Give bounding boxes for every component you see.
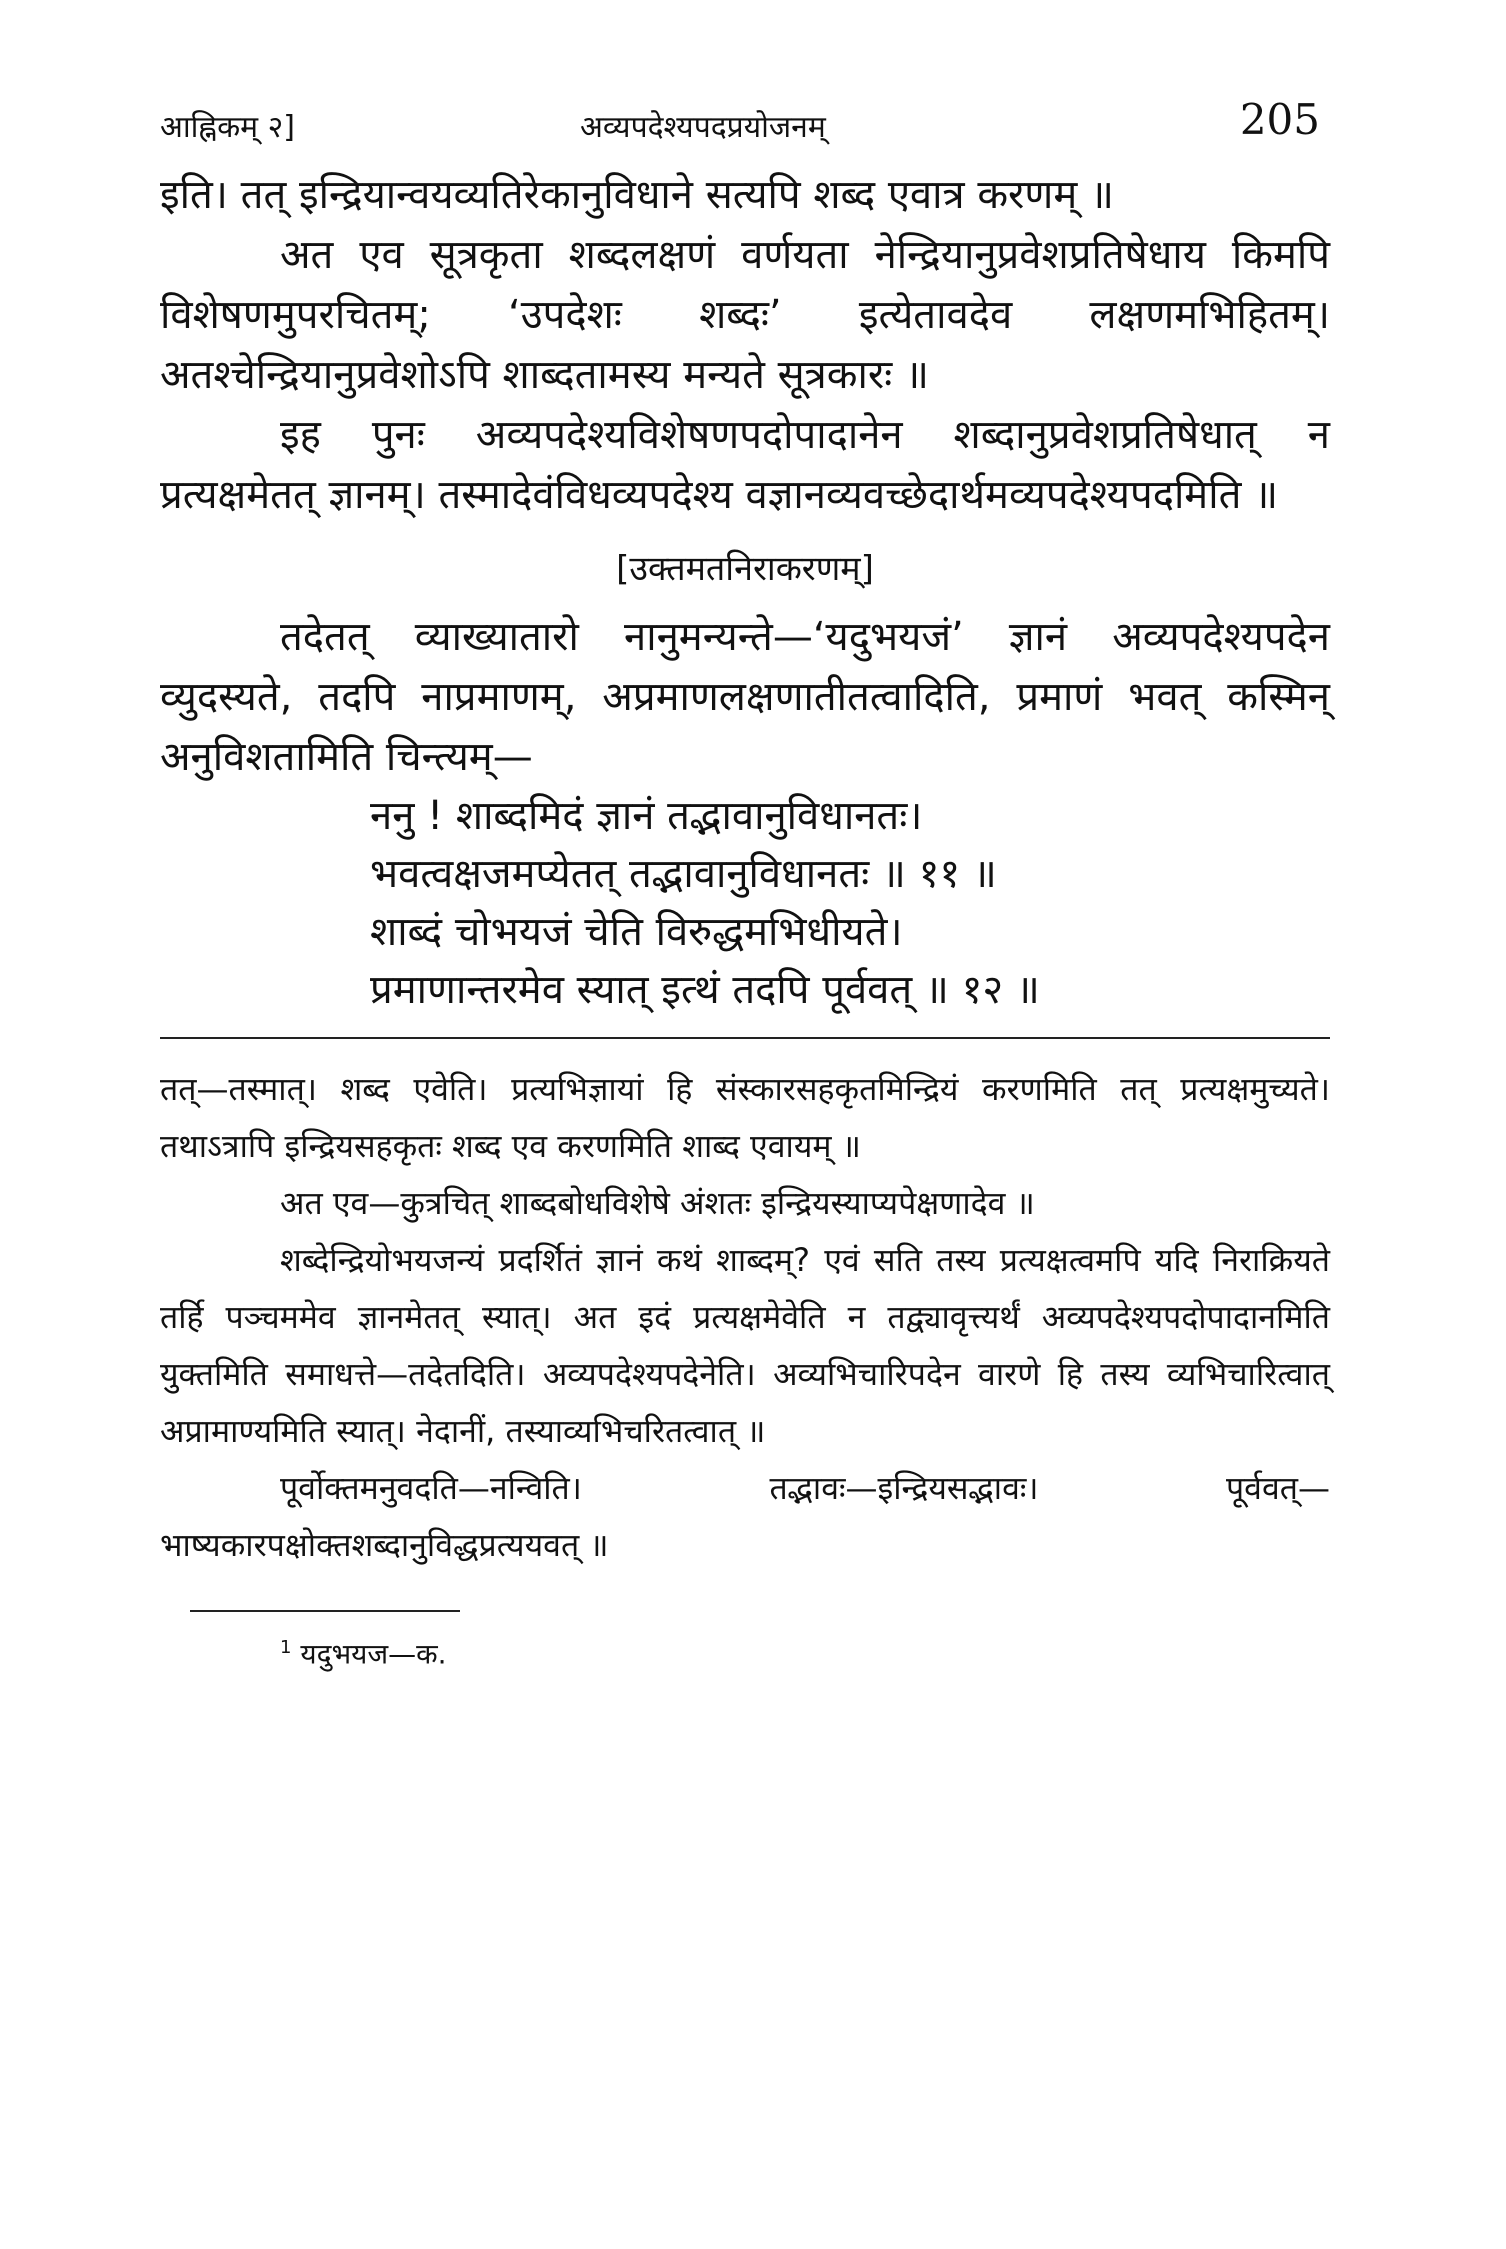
- verse-line: शाब्दं चोभयजं चेति विरुद्धमभिधीयते।: [370, 909, 903, 955]
- commentary-paragraph: शब्देन्द्रियोभयजन्यं प्रदर्शितं ज्ञानं कथं शाब्दम्? एवं सति तस्य प्रत्यक्षत्वमपि यदि निराक्रियते तर्हि पञ्चममेव ज्ञानमेतत् स्यात्। अत इदं प्रत्यक्षमेवेति न तद्व्यावृत्त्यर्थं अव्यपदेश्यपदोपादानमिति युक्तमिति समाधत्ते—तदेतदिति। अव्यपदेश्यपदेनेति। अव्यभिचारिपदेन वारणे हि तस्य व्यभिचारित्वात् अप्रामाण्यमिति स्यात्। नेदानीं, तस्याव्यभिचरितत्वात् ॥: [160, 1241, 1330, 1450]
- commentary-paragraph: पूर्वोक्तमनुवदति—नन्विति। तद्भावः—इन्द्रियसद्भावः। पूर्ववत्—भाष्यकारपक्षोक्तशब्दानुविद्धप्रत्ययवत् ॥: [160, 1469, 1330, 1564]
- page-number: 205: [1239, 95, 1320, 144]
- verse-line: ननु ! शाब्दमिदं ज्ञानं तद्भावानुविधानतः।: [370, 793, 923, 839]
- section-heading: [उक्तमतनिराकरणम्]: [616, 549, 874, 589]
- commentary-divider: [160, 1037, 1330, 1039]
- running-header: [160, 95, 1330, 165]
- footnote: [280, 1628, 1330, 1674]
- footnote-marker: 1: [280, 1637, 292, 1658]
- verse-line: प्रमाणान्तरमेव स्यात् इत्थं तदपि पूर्ववत् ॥ १२ ॥: [370, 967, 1040, 1013]
- footnote-divider: [190, 1610, 460, 1612]
- main-paragraph: इह पुनः अव्यपदेश्यविशेषणपदोपादानेन शब्दानुप्रवेशप्रतिषेधात् न प्रत्यक्षमेतत् ज्ञानम्। तस्मादेवंविधव्यपदेश्य वज्ञानव्यवच्छेदार्थमव्यपदेश्यपदमिति ॥: [160, 412, 1330, 518]
- main-paragraph: इति। तत् इन्द्रियान्वयव्यतिरेकानुविधाने सत्यपि शब्द एवात्र करणम् ॥: [160, 172, 1114, 218]
- verse-line: भवत्वक्षजमप्येतत् तद्भावानुविधानतः ॥ ११ ॥: [370, 851, 997, 897]
- book-page: [160, 95, 1330, 2195]
- commentary-paragraph: अत एव—कुत्रचित् शाब्दबोधविशेषे अंशतः इन्द्रियस्याप्यपेक्षणादेव ॥: [280, 1184, 1035, 1222]
- running-title: अव्यपदेश्यपदप्रयोजनम्: [580, 110, 826, 145]
- main-paragraph: अत एव सूत्रकृता शब्दलक्षणं वर्णयता नेन्द्रियानुप्रवेशप्रतिषेधाय किमपि विशेषणमुपरचितम्; ‘उपदेशः शब्दः’ इत्येतावदेव लक्षणमभिहितम्। अतश्चेन्द्रियानुप्रवेशोऽपि शाब्दतामस्य मन्यते सूत्रकारः ॥: [160, 232, 1330, 398]
- footnote-text: यदुभयज—क.: [300, 1637, 447, 1671]
- verse-block: [370, 787, 1330, 1019]
- main-paragraph: तदेतत् व्याख्यातारो नानुमन्यन्ते—‘यदुभयजं’ ज्ञानं अव्यपदेश्यपदेन व्युदस्यते, तदपि नाप्रमाणम्, अप्रमाणलक्षणातीतत्वादिति, प्रमाणं भवत् कस्मिन् अनुविशतामिति चिन्त्यम्—: [160, 614, 1330, 780]
- commentary-paragraph: तत्—तस्मात्। शब्द एवेति। प्रत्यभिज्ञायां हि संस्कारसहकृतमिन्द्रियं करणमिति तत् प्रत्यक्षमुच्यते। तथाऽत्रापि इन्द्रियसहकृतः शब्द एव करणमिति शाब्द एवायम् ॥: [160, 1070, 1330, 1165]
- main-text: [160, 165, 1330, 1019]
- commentary: [160, 1061, 1330, 1574]
- chapter-label: आह्निकम् २]: [160, 110, 295, 145]
